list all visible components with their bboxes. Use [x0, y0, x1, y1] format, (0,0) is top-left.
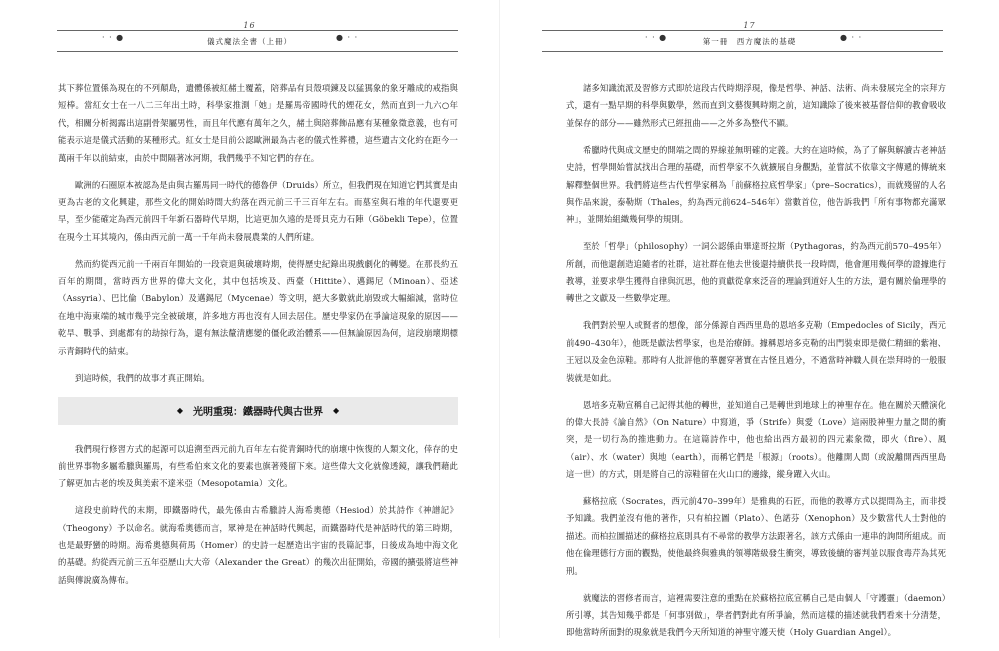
section-heading: 光明重現：鐵器時代與古世界 [193, 407, 323, 418]
paragraph: 然而約從西元前一千兩百年開始的一段衰退與破壞時期，使得歷史紀錄出現戲劇化的轉變。在那長約五百年的期間，當時西方世界的偉大文化，其中包括埃及、西臺（Hittite）、邁錫尼（Minoan）、亞述（Assyria）、巴比倫（Babylon）及邁錫尼（Mycenae）等文明，絕大多數就此崩毀或大幅縮減，當時位在地中海東端的城市幾乎完全被破壞，許多地方再也沒有人回去居住。歷史學家仍在爭論這現象的原因——乾旱、戰爭、到處都有的劫掠行為，還有無法釐清應變的僵化政治體系——但無論原因為何，這段崩壞期標示青銅時代的結束。 [58, 258, 458, 356]
paragraph: 至於「哲學」（philosophy）一詞公認係由畢達哥拉斯（Pythagoras，約為西元前570–495年）所創，而他還創造追隨者的社群，這社群在他去世後還持續供長一段時間，他會運用幾何學的證據進行教導，並要求學生獲得自律與沉思，他的貢獻從拿來泛音的理論到道好人生的方法，還有關於倫理學的轉世之文獻及一些數學定理。 [566, 241, 947, 304]
paragraph: 諸多知識流派及習修方式即於這段古代時期浮現，像是哲學、神話、法術、尚未發展完全的宗拜方式，還有一點早期的科學與數學，然而直到文藝復興時期之前，這知識除了後來被基督信仰的教會吸收並保存的部分——雖然形式已經扭曲——之外多為整代不顯。 [566, 83, 946, 128]
header-rule-bottom [57, 51, 458, 52]
header-ornament-right: ● · · [336, 33, 359, 42]
header-ornament-left: · · ● [102, 33, 125, 42]
header-rule [542, 30, 943, 31]
paragraph: 蘇格拉底（Socrates，西元前470–399年）是雅典的石匠，而他的教導方式以提問為主，而非授予知識。我們並沒有他的著作，只有柏拉圖（Plato）、色諾芬（Xenophon）及少數當代人士對他的描述。而柏拉圖描述的蘇格拉底則具有不尋常的教學方法跟著名，該方式係由一連串的詢問所組成。而他在倫理德行方面的觀點，使他最終與雅典的領導階級發生衝突，導致後續的審判並以服食毒芹為其死刑。 [566, 496, 946, 576]
paragraph: 希臘時代與成文歷史的開端之間的界線並無明確的定義。大約在這時候，為了了解與解讀古老神話史詩，哲學開始嘗試找出合理的基礎，而哲學家不久就擴展自身觀點，並嘗試不依靠文字傳遞的傳統來解釋整個世界。我們將這些古代哲學家稱為「前蘇格拉底哲學家」（pre–Socratics），而就殘留的人名與作品來說，泰勒斯（Thales，約為西元前624–546年）當數首位，他告訴我們「所有事物都充滿眾神」，並開始組織幾何學的規則。 [566, 144, 946, 225]
paragraph: 到這時候，我們的故事才真正開始。 [75, 372, 210, 383]
paragraph: 我們現行修習方式的起源可以追溯至西元前九百年左右從青銅時代的崩壞中恢復的人類文化，倖存的史前世界事物多屬希臘與羅馬，有些希伯來文化的要素也旗著殘留下來。這些偉大文化就像透鏡，讓我們藉此了解更加古老的埃及與美索不達米亞（Mesopotamia）文化。 [58, 443, 458, 489]
header-ornament-left: · · ● [645, 33, 668, 42]
running-title: 第一冊 西方魔法的基礎 [702, 37, 797, 46]
header-rule [57, 30, 458, 31]
paragraph: 恩培多克勒宣稱自己記得其他的轉世，並知道自己是轉世到地球上的神聖存在。他在關於天體演化的偉大長詩《論自然》（On Nature）中寫道，爭（Strife）與愛（Love）這兩股神聖力量之間的衝突，是一切行為的推進動力。在這篇詩作中，他也給出西方最初的四元素象徵，即火（fire）、風（air）、水（water）與地（earth），而稱它們是「根源」（roots）。他離開人間（或說離開西西里島這一世）的方式，則是將自己的涼鞋留在火山口的邊緣，縱身躍入火山。 [566, 399, 946, 480]
diamond-icon: ◆ [176, 406, 183, 415]
diamond-icon: ◆ [333, 406, 340, 415]
running-title: 儀式魔法全書（上冊） [207, 37, 292, 46]
paragraph: 歐洲的石圈原本被認為是由與古羅馬同一時代的德魯伊（Druids）所立，但我們現在知道它們其實是由更為古老的文化興建，那些文化的開始時間大約落在西元前三千三百年左右。而墓室與石堆的年代還要更早，至少能確定為西元前四千年新石器時代早期，比這更加久遠的是哥貝克力石陣（Göbekli Tepe），位置在現今土耳其境內，係由西元前一萬一千年尚未發展農業的人們所建。 [58, 179, 458, 242]
section-heading-box [58, 397, 458, 425]
right-page [500, 0, 999, 638]
paragraph: 就魔法的習修者而言，這裡需要注意的重點在於蘇格拉底宣稱自己是由個人「守護靈」（daemon）所引導，其告知幾乎都是「何事別做」，學者們對此有所爭論，然而這樣的描述就我們看來十分清楚，即他當時所面對的現象就是我們今天所知道的神聖守護天使（Holy Guardian Angel）。 [566, 592, 946, 638]
header-ornament-right: ● · · [840, 33, 863, 42]
paragraph: 其下葬位置係為現在的不列顛島，遺體係被紅赭土覆蓋，陪葬品有貝殼項鍊及以猛獁象的象牙雕成的戒指與短棒。當紅女士在一八二三年出土時，科學家推測「她」是羅馬帝國時代的煙花女，然而直到一九六○年代，相關分析揭露出這副骨架屬男性，而且年代應有萬年之久，赭土與陪葬飾品應有某種象徵意義，也有可能表示這是儀式活動的某種形式。紅女士是目前公認歐洲最為古老的儀式性葬禮，這些遺古文化約在距今一萬兩千年以前結束，由於中間隔著冰河期，我們幾乎不知它們的存在。 [58, 83, 458, 163]
paragraph: 我們對於聖人或賢者的想像，部分係源自西西里島的恩培多克勒（Empedocles of Sicily，西元前490–430年），他既是獻法哲學家，也是治療師。據稱恩培多克勒的出門裝束即是微仁精細的紫袍、王冠以及金色涼鞋。那時有人批評他的華麗穿著實在古怪且過分，不過當時神職人員在崇拜時的一般服裝就是如此。 [566, 320, 946, 383]
left-page [0, 0, 499, 638]
left-body [58, 80, 458, 599]
paragraph: 這段史前時代的末期，即鐵器時代，最先係由古希臘詩人海希奧德（Hesiod）於其詩作《神譜記》（Theogony）予以命名。就海希奧德而言，眾神是在神話時代興起，而鐵器時代是神話時代的第三時期，也是最野蠻的時期。海希奧德與荷馬（Homer）的史詩一起歷造出宇宙的長篇記事，日後成為地中海文化的基礎。約從西元前三五年亞歷山大大帝（Alexander the Great）的幾次出征開始，帝國的擴張將這些神話與傳說廣為傳布。 [58, 505, 458, 585]
right-body [566, 80, 946, 651]
page-number: 17 [743, 21, 756, 30]
page-number: 16 [243, 21, 256, 30]
header-rule-bottom [542, 51, 943, 52]
